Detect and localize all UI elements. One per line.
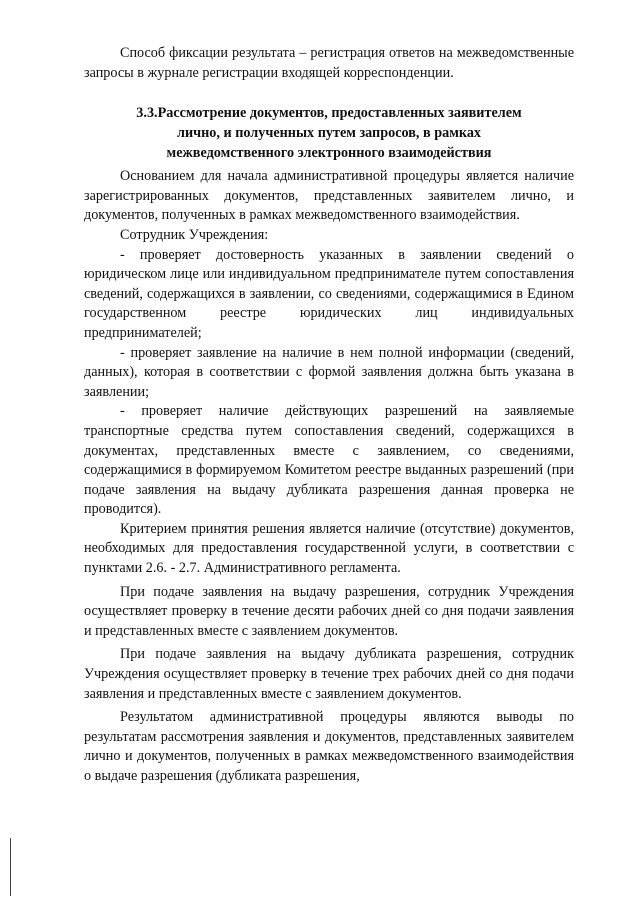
paragraph-duplicate-check: При подаче заявления на выдачу дубликата разрешения, сотрудник Учреждения осуществляет проверку в течение трех рабочих дней со дня подачи заявления и представленных вместе с заявлением документов. — [84, 646, 574, 702]
intro-paragraph: Способ фиксации результата – регистрация ответов на межведомственные запросы в журнале регистрации входящей корреспонденции. — [84, 45, 574, 81]
paragraph-check-permits: - проверяет наличие действующих разрешений на заявляемые транспортные средства путем сопоставления сведений, содержащихся в документах, представленных вместе с заявлением, со сведениями, содержащимися в формируемом Комитетом реестре выданных разрешений (при подаче заявления на выдачу дубликата разрешения данная проверка не проводится). — [84, 403, 574, 518]
section-heading-line-1: 3.3.Рассмотрение документов, предоставленных заявителем — [136, 105, 522, 122]
scan-artifact-line — [10, 838, 11, 896]
section-heading-line-2: лично, и полученных путем запросов, в рамках — [176, 125, 482, 142]
section-heading-line-3: межведомственного электронного взаимодействия — [166, 145, 492, 162]
paragraph-criterion: Критерием принятия решения является наличие (отсутствие) документов, необходимых для предоставления государственной услуги, в соответствии с пунктами 2.6. - 2.7. Административного регламента. — [84, 520, 574, 577]
paragraph-check-validity: - проверяет достоверность указанных в заявлении сведений о юридическом лице или индивидуальном предпринимателе путем сопоставления сведений, содержащихся в заявлении, со сведениями, содержащимися в Едином государственном реестре юридических лиц индивидуальных предпринимателей; — [84, 246, 574, 341]
paragraph-check-completeness: - проверяет заявление на наличие в нем полной информации (сведений, данных), которая в соответствии с формой заявления должна быть указана в заявлении; — [84, 344, 574, 400]
document-body — [84, 44, 574, 787]
paragraph-basis: Основанием для начала административной процедуры является наличие зарегистрированных документов, представленных заявителем лично, и документов, полученных в рамках межведомственного взаимодействия. — [84, 168, 574, 224]
paragraph-employee: Сотрудник Учреждения: — [120, 226, 269, 243]
section-heading — [84, 103, 574, 163]
paragraph-permit-check: При подаче заявления на выдачу разрешения, сотрудник Учреждения осуществляет проверку в течение десяти рабочих дней со дня подачи заявления и представленных вместе с заявлением документов. — [84, 583, 574, 639]
paragraph-result: Результатом административной процедуры являются выводы по результатам рассмотрения заявления и документов, представленных заявителем лично и документов, полученных в рамках межведомственного взаимодействия о выдаче разрешения (дубликата разрешения, — [84, 709, 574, 784]
